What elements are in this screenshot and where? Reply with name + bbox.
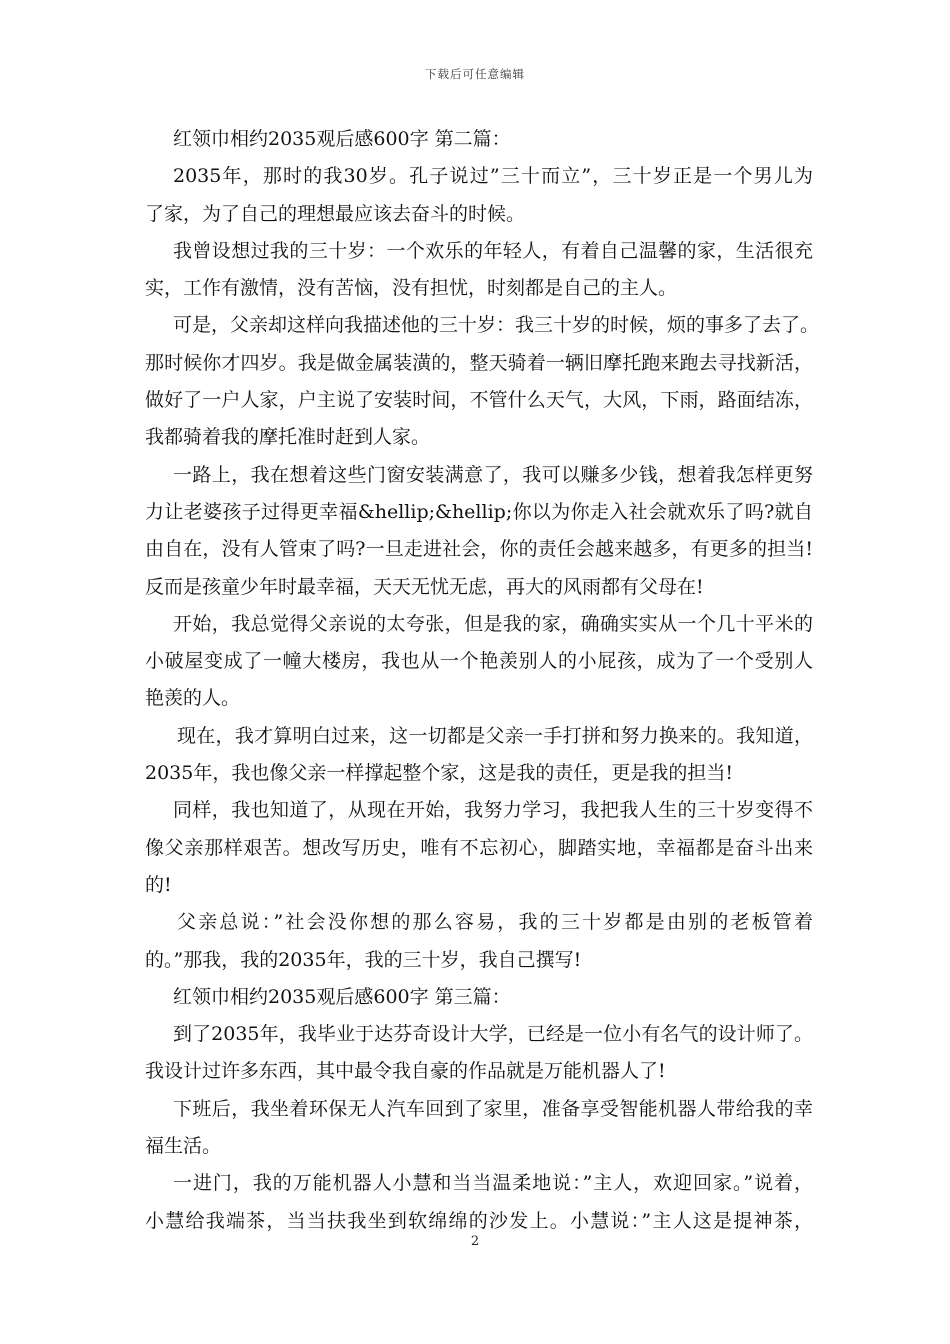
page-number: 2 [470,1234,480,1249]
text-line: 父亲总说：”社会没你想的那么容易，我的三十岁都是由别的老板管着 [177,911,813,934]
text-line: 同样，我也知道了，从现在开始，我努力学习，我把我人生的三十岁变得不 [173,799,813,822]
text-line: 我曾设想过我的三十岁：一个欢乐的年轻人，有着自己温馨的家，生活很充 [173,239,813,262]
text-line: 做好了一户人家，户主说了安装时间，不管什么天气，大风，下雨，路面结冻， [145,389,813,412]
text-line: 像父亲那样艰苦。想改写历史，唯有不忘初心，脚踏实地，幸福都是奋斗出来 [145,836,813,859]
text-line: 力让老婆孩子过得更幸福&hellip;&hellip;你以为你走入社会就欢乐了吗?就自 [145,500,813,523]
text-line: 2035年，我也像父亲一样撑起整个家，这是我的责任，更是我的担当! [145,762,733,785]
text-line: 一路上，我在想着这些门窗安装满意了，我可以赚多少钱，想着我怎样更努 [173,463,813,486]
text-line: 福生活。 [145,1135,222,1158]
text-line: 的! [145,873,172,896]
document-body [145,121,820,1240]
text-line: 实，工作有激情，没有苦恼，没有担忧，时刻都是自己的主人。 [145,277,678,300]
text-line: 小破屋变成了一幢大楼房，我也从一个艳羡别人的小屁孩，成为了一个受别人 [145,650,813,673]
text-line: 我都骑着我的摩托准时赶到人家。 [145,426,431,449]
text-line: 一进门，我的万能机器人小慧和当当温柔地说：”主人，欢迎回家。”说着， [173,1172,813,1195]
text-line: 了家，为了自己的理想最应该去奋斗的时候。 [145,202,526,225]
text-line: 下班后，我坐着环保无人汽车回到了家里，准备享受智能机器人带给我的幸 [173,1097,813,1120]
text-line: 的。”那我，我的2035年，我的三十岁，我自己撰写! [145,948,582,971]
text-line: 2035年，那时的我30岁。孔子说过”三十而立”，三十岁正是一个男儿为 [173,165,813,188]
text-line: 开始，我总觉得父亲说的太夸张，但是我的家，确确实实从一个几十平米的 [173,612,813,635]
text-line: 小慧给我端茶，当当扶我坐到软绵绵的沙发上。小慧说：”主人这是提神茶， [145,1209,813,1232]
section-heading: 红领巾相约2035观后感600字 第三篇： [173,985,511,1008]
text-line: 我设计过许多东西，其中最令我自豪的作品就是万能机器人了! [145,1060,666,1083]
page-header: 下载后可任意编辑 [425,67,525,81]
section-heading: 红领巾相约2035观后感600字 第二篇： [173,128,511,150]
text-line: 现在，我才算明白过来，这一切都是父亲一手打拼和努力换来的。我知道， [177,724,813,747]
text-line: 反而是孩童少年时最幸福，天天无忧无虑，再大的风雨都有父母在! [145,575,704,598]
text-line: 由自在，没有人管束了吗?一旦走进社会，你的责任会越来越多，有更多的担当! [145,538,813,561]
text-line: 艳羡的人。 [145,687,241,710]
text-line: 那时候你才四岁。我是做金属装潢的，整天骑着一辆旧摩托跑来跑去寻找新活， [145,351,813,374]
text-line: 到了2035年，我毕业于达芬奇设计大学，已经是一位小有名气的设计师了。 [173,1023,813,1046]
text-line: 可是，父亲却这样向我描述他的三十岁：我三十岁的时候，烦的事多了去了。 [173,314,820,337]
